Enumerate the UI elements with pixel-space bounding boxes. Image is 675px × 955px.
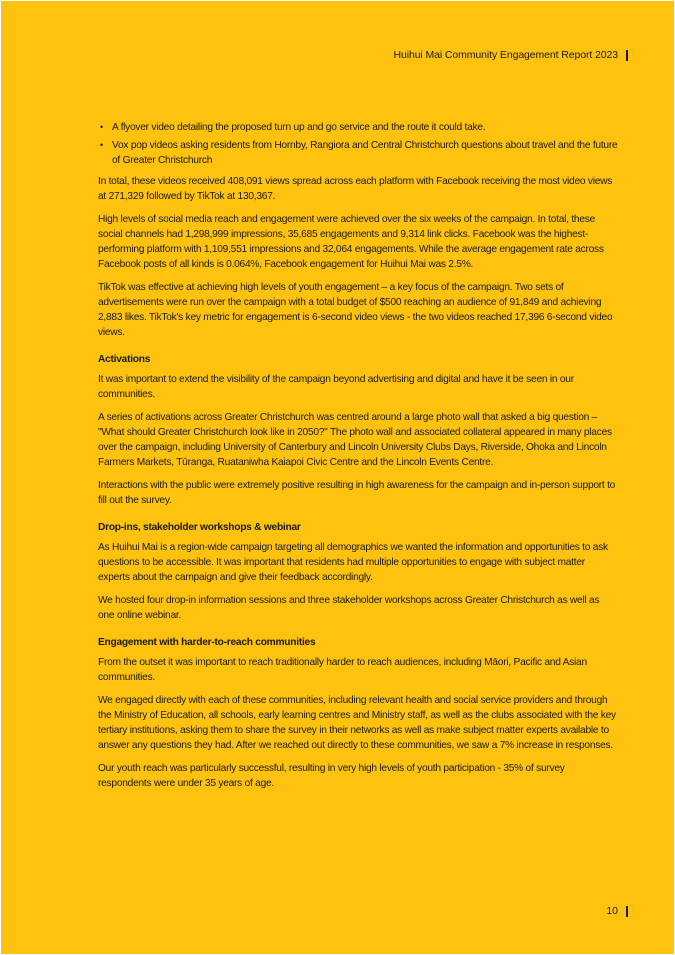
bullet-item: • A flyover video detailing the proposed turn up and go service and the route it could take. [98, 120, 618, 135]
paragraph: We engaged directly with each of these communities, including relevant health and social service providers and through the Ministry of Education, all schools, early learning centres and Ministry staff, as well as the clubs associated with the key tertiary institutions, asking them to share the survey in their networks as well as make subject matter experts available to answer any questions they had. After we reached out directly to these communities, we saw a 7% increase in responses. [98, 695, 616, 751]
page-number: 10 [606, 905, 618, 917]
body-content [98, 120, 618, 799]
paragraph: As Huihui Mai is a region-wide campaign targeting all demographics we wanted the information and opportunities to ask questions to be accessible. It was important that residents had multiple opportunities to engage with subject matter experts about the campaign and give their feedback accordingly. [98, 542, 608, 583]
paragraph: A series of activations across Greater Christchurch was centred around a large photo wall that asked a big question – "What should Greater Christchurch look like in 2050?" The photo wall and associated collateral appeared in many places over the campaign, including University of Canterbury and Lincoln University Clubs Days, Riverside, Ohoka and Lincoln Farmers Markets, Tūranga, Ruataniwha Kaiapoi Civic Centre and the Lincoln Events Centre. [98, 412, 612, 468]
paragraph: TikTok was effective at achieving high levels of youth engagement – a key focus of the campaign. Two sets of advertisements were run over the campaign with a total budget of $500 reaching an audience of 91,849 and achieving 2,883 likes. TikTok's key metric for engagement is 6-second video views - the two videos reached 17,396 6-second video views. [98, 282, 613, 338]
page-footer [606, 905, 628, 917]
section-heading-activations: Activations [98, 354, 151, 365]
paragraph: Interactions with the public were extremely positive resulting in high awareness for the campaign and in-person support to fill out the survey. [98, 480, 616, 506]
paragraph: We hosted four drop-in information sessions and three stakeholder workshops across Greater Christchurch as well as one online webinar. [98, 595, 600, 621]
section-heading-engagement: Engagement with harder-to-reach communities [98, 637, 316, 648]
video-bullet-list [98, 120, 618, 168]
running-header [394, 49, 629, 61]
header-bar-mark [626, 50, 628, 61]
paragraph: It was important to extend the visibility of the campaign beyond advertising and digital and have it be seen in our communities. [98, 374, 574, 400]
bullet-item: • Vox pop videos asking residents from Hornby, Rangiora and Central Christchurch questions about travel and the future of Greater Christchurch [98, 138, 618, 168]
paragraph: High levels of social media reach and engagement were achieved over the six weeks of the campaign. In total, these social channels had 1,298,999 impressions, 35,685 engagements and 9,314 link clicks. Facebook was the highest-performing platform with 1,109,551 impressions and 32,064 engagements. While the average engagement rate across Facebook posts of all kinds is 0.064%, Facebook engagement for Huihui Mai was 2.5%. [98, 214, 604, 270]
report-title: Huihui Mai Community Engagement Report 2023 [393, 49, 618, 61]
paragraph: From the outset it was important to reach traditionally harder to reach audiences, including Māori, Pacific and Asian communities. [98, 657, 587, 683]
paragraph: In total, these videos received 408,091 views spread across each platform with Facebook receiving the most video views at 271,329 followed by TikTok at 130,367. [98, 176, 613, 202]
section-heading-dropins: Drop-ins, stakeholder workshops & webinar [98, 522, 301, 533]
report-page [1, 1, 674, 954]
footer-bar-mark [626, 906, 628, 917]
paragraph: Our youth reach was particularly successful, resulting in very high levels of youth participation - 35% of survey respondents were under 35 years of age. [98, 763, 565, 789]
